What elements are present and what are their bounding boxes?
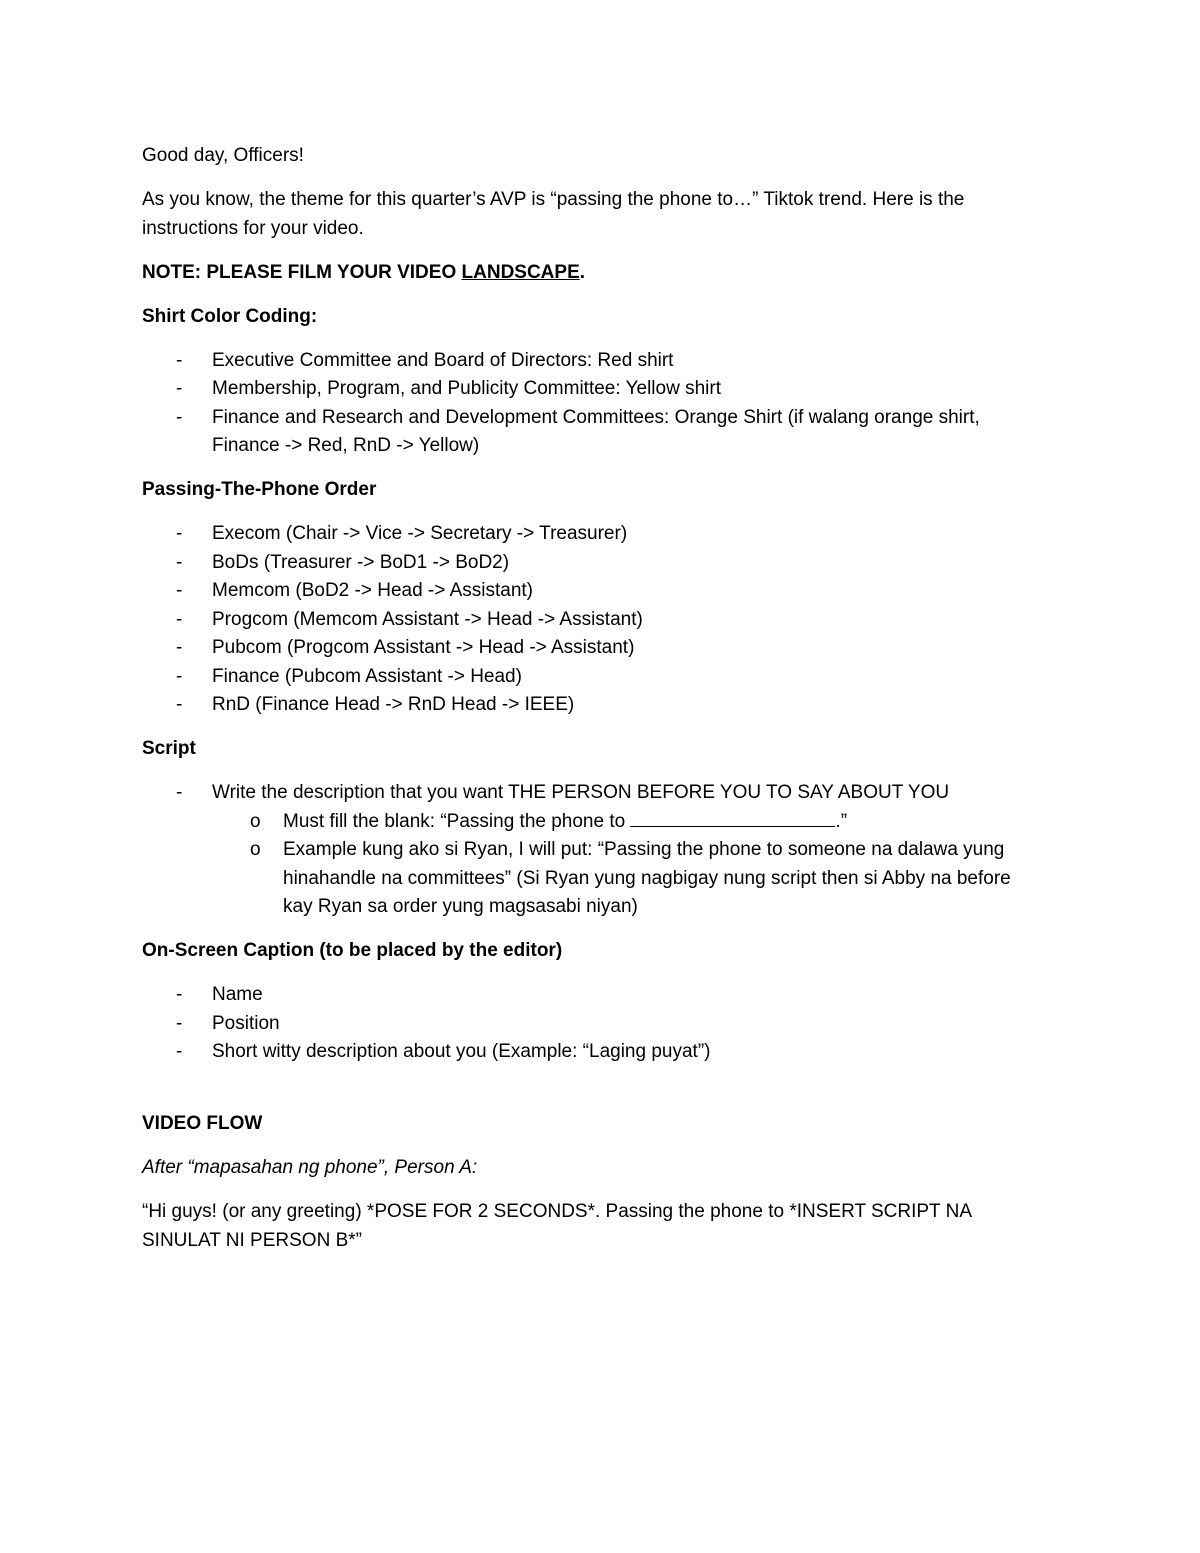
list-item-text: Execom (Chair -> Vice -> Secretary -> Treasurer) <box>212 523 628 544</box>
note-suffix: . <box>579 261 586 283</box>
list-item <box>142 347 1042 376</box>
caption-list <box>142 981 1042 1067</box>
list-item-text: Pubcom (Progcom Assistant -> Head -> Assistant) <box>212 637 635 658</box>
video-flow-body: “Hi guys! (or any greeting) *POSE FOR 2 SECONDS*. Passing the phone to *INSERT SCRIPT NA SINULAT NI PERSON B*” <box>142 1201 971 1251</box>
document-page <box>142 142 1042 1271</box>
dash-bullet: - <box>176 406 183 428</box>
sub-list-item <box>212 808 1042 837</box>
list-item <box>142 779 1042 922</box>
dash-bullet: - <box>176 349 183 371</box>
dash-bullet: - <box>176 523 183 544</box>
circle-bullet: o <box>250 810 261 832</box>
dash-bullet: - <box>176 782 183 803</box>
list-item <box>142 634 1042 663</box>
fill-blank-line <box>630 808 835 827</box>
note-landscape <box>142 259 1042 288</box>
shirt-color-heading: Shirt Color Coding: <box>142 305 318 327</box>
order-heading: Passing-The-Phone Order <box>142 479 377 500</box>
spacer <box>142 1082 1042 1110</box>
list-item-text: Membership, Program, and Publicity Committee: Yellow shirt <box>212 378 721 399</box>
dash-bullet: - <box>176 665 183 687</box>
list-item-text: Memcom (BoD2 -> Head -> Assistant) <box>212 580 533 601</box>
list-item <box>142 577 1042 606</box>
shirt-color-list <box>142 347 1042 461</box>
list-item-text: Progcom (Memcom Assistant -> Head -> Assistant) <box>212 608 643 630</box>
sub-list-item <box>212 836 1042 922</box>
list-item-text: RnD (Finance Head -> RnD Head -> IEEE) <box>212 694 575 715</box>
list-item <box>142 520 1042 549</box>
dash-bullet: - <box>176 551 183 573</box>
fill-suffix: .” <box>835 810 848 832</box>
list-item-text: Name <box>212 984 263 1005</box>
video-flow-subheading: After “mapasahan ng phone”, Person A: <box>142 1157 478 1178</box>
dash-bullet: - <box>176 378 183 399</box>
list-item <box>142 404 1042 461</box>
fill-prefix: Must fill the blank: “Passing the phone to <box>283 810 631 832</box>
dash-bullet: - <box>176 580 183 601</box>
list-item <box>142 549 1042 578</box>
script-heading: Script <box>142 738 196 759</box>
order-list <box>142 520 1042 720</box>
video-flow-heading: VIDEO FLOW <box>142 1113 263 1134</box>
dash-bullet: - <box>176 608 183 630</box>
dash-bullet: - <box>176 694 183 715</box>
list-item <box>142 663 1042 692</box>
list-item-text: Finance and Research and Development Committees: Orange Shirt (if walang orange shirt, Finance -> Red, RnD -> Yellow) <box>212 406 980 456</box>
script-list <box>142 779 1042 922</box>
list-item-text: BoDs (Treasurer -> BoD1 -> BoD2) <box>212 551 510 573</box>
list-item <box>142 691 1042 720</box>
dash-bullet: - <box>176 984 183 1005</box>
list-item-text: Short witty description about you (Example: “Laging puyat”) <box>212 1041 711 1062</box>
list-item-text: Executive Committee and Board of Directors: Red shirt <box>212 349 674 371</box>
greeting: Good day, Officers! <box>142 145 304 166</box>
dash-bullet: - <box>176 1012 183 1034</box>
list-item <box>142 606 1042 635</box>
caption-heading: On-Screen Caption (to be placed by the editor) <box>142 940 563 961</box>
note-emphasis: LANDSCAPE <box>461 261 580 283</box>
list-item <box>142 981 1042 1010</box>
circle-bullet: o <box>250 839 261 860</box>
dash-bullet: - <box>176 637 183 658</box>
list-item <box>142 375 1042 404</box>
dash-bullet: - <box>176 1041 183 1062</box>
list-item-text: Position <box>212 1012 280 1034</box>
script-sub-list <box>212 808 1042 922</box>
intro-paragraph: As you know, the theme for this quarter’s AVP is “passing the phone to…” Tiktok trend. Here is the instructions for your video. <box>142 189 965 239</box>
list-item <box>142 1010 1042 1039</box>
list-item-text: Write the description that you want THE PERSON BEFORE YOU TO SAY ABOUT YOU <box>212 782 950 803</box>
list-item <box>142 1038 1042 1067</box>
example-text: Example kung ako si Ryan, I will put: “Passing the phone to someone na dalawa yung hinahandle na committees” (Si Ryan yung nagbigay nung script then si Abby na before kay Ryan sa order yung magsasabi niyan) <box>283 839 1011 917</box>
note-prefix: NOTE: PLEASE FILM YOUR VIDEO <box>142 261 462 283</box>
list-item-text: Finance (Pubcom Assistant -> Head) <box>212 665 522 687</box>
